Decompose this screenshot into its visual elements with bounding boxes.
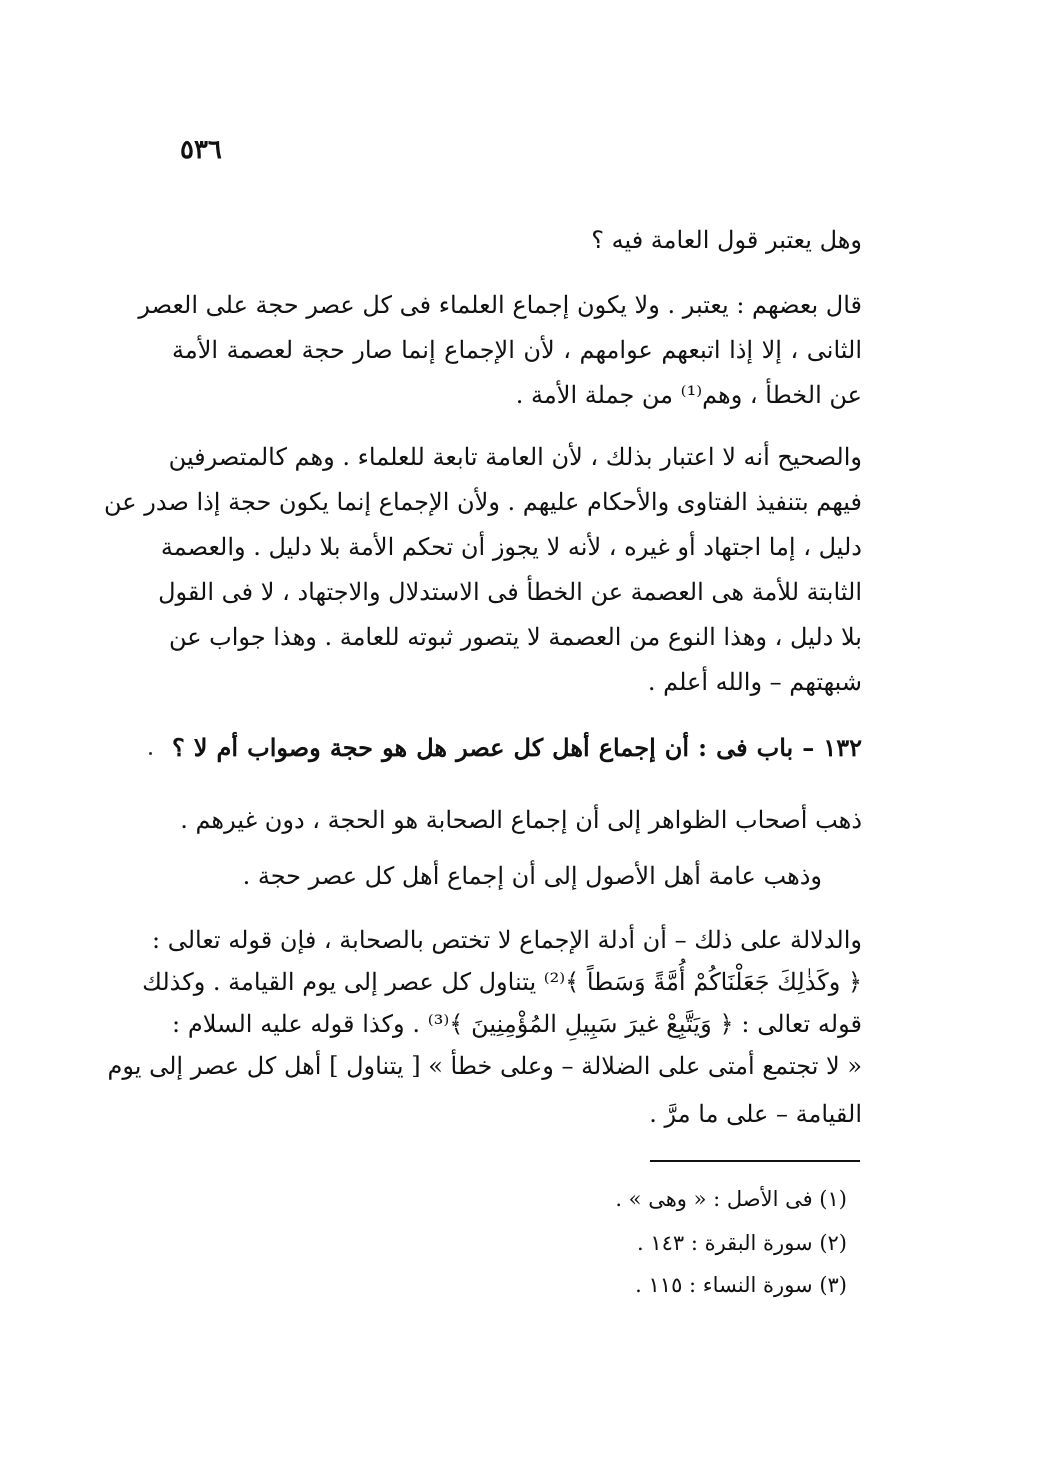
paragraph-1-line: عن الخطأ ، وهم⁽¹⁾ من جملة الأمة . <box>515 381 862 409</box>
footnote-item: (٣) سورة النساء : ١١٥ . <box>635 1273 847 1297</box>
paragraph-2-line: الثابتة للأمة هى العصمة عن الخطأ فى الاستدلال والاجتهاد ، لا فى القول <box>158 578 862 606</box>
stray-dot <box>149 752 152 755</box>
paragraph-5-line: « لا تجتمع أمتى على الضلالة – وعلى خطأ » [ يتناول ] أهل كل عصر إلى يوم <box>107 1052 862 1080</box>
question-line: وهل يعتبر قول العامة فيه ؟ <box>591 226 862 254</box>
paragraph-2-line: شبهتهم – والله أعلم . <box>647 668 862 696</box>
page-number: ٥٣٦ <box>180 135 222 165</box>
paragraph-2-line: فيهم بتنفيذ الفتاوى والأحكام عليهم . ولأن الإجماع إنما يكون حجة إذا صدر عن <box>104 488 862 516</box>
paragraph-3: ذهب أصحاب الظواهر إلى أن إجماع الصحابة هو الحجة ، دون غيرهم . <box>180 806 862 834</box>
paragraph-1-line: قال بعضهم : يعتبر . ولا يكون إجماع العلماء فى كل عصر حجة على العصر <box>138 291 862 319</box>
footnote-item: (١) فى الأصل : « وهى » . <box>615 1187 847 1211</box>
chapter-heading: ١٣٢ – باب فى : أن إجماع أهل كل عصر هل هو حجة وصواب أم لا ؟ <box>172 733 862 762</box>
paragraph-2-line: والصحيح أنه لا اعتبار بذلك ، لأن العامة تابعة للعلماء . وهم كالمتصرفين <box>168 443 862 471</box>
paragraph-2-line: بلا دليل ، وهذا النوع من العصمة لا يتصور ثبوته للعامة . وهذا جواب عن <box>168 623 862 651</box>
paragraph-5-line: ﴿ وكَذٰلِكَ جَعَلْنَاكُمْ أُمَّةً وَسَطاً ﴾⁽²⁾ يتناول كل عصر إلى يوم القيامة . وكذلك <box>142 968 862 996</box>
paragraph-5-line: والدلالة على ذلك – أن أدلة الإجماع لا تختص بالصحابة ، فإن قوله تعالى : <box>151 926 862 954</box>
footnote-item: (٢) سورة البقرة : ١٤٣ . <box>636 1231 847 1255</box>
paragraph-5-line: قوله تعالى : ﴿ وَيَتَّبِعْ غيرَ سَبِيلِ المُؤْمِنِينَ ﴾⁽³⁾ . وكذا قوله عليه السلام : <box>172 1010 862 1038</box>
paragraph-5-line: القيامة – على ما مرَّ . <box>649 1100 862 1128</box>
paragraph-4: وذهب عامة أهل الأصول إلى أن إجماع أهل كل عصر حجة . <box>242 862 822 890</box>
paragraph-2-line: دليل ، إما اجتهاد أو غيره ، لأنه لا يجوز أن تحكم الأمة بلا دليل . والعصمة <box>160 533 862 561</box>
footnote-separator <box>650 1160 860 1162</box>
paragraph-1-line: الثانى ، إلا إذا اتبعهم عوامهم ، لأن الإجماع إنما صار حجة لعصمة الأمة <box>172 336 862 364</box>
